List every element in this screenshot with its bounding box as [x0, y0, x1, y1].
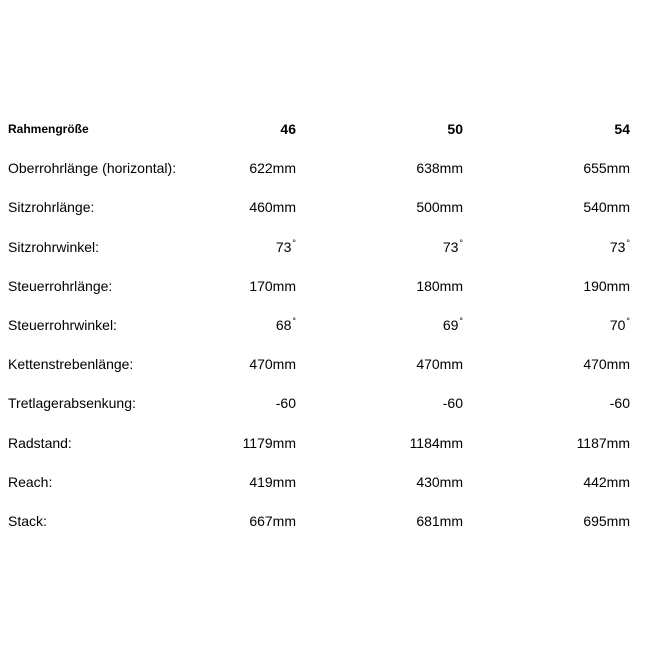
- degree-symbol: °: [459, 315, 463, 326]
- row-value: 69°: [442, 315, 463, 333]
- row-value: 170mm: [249, 277, 296, 294]
- row-value: 667mm: [249, 512, 296, 529]
- degree-symbol: °: [626, 237, 630, 248]
- row-value: 1184mm: [409, 434, 463, 451]
- row-value: 68°: [275, 315, 296, 333]
- table-row: [8, 308, 638, 347]
- row-value: 681mm: [416, 512, 463, 529]
- geometry-table: [8, 112, 638, 543]
- table-row: [8, 386, 638, 425]
- row-label: Radstand:: [8, 434, 72, 451]
- row-value: 73°: [609, 237, 630, 255]
- row-value: 638mm: [416, 160, 463, 177]
- row-value: 442mm: [583, 473, 630, 490]
- table-row: [8, 190, 638, 229]
- row-value: 655mm: [583, 160, 630, 177]
- row-label: Kettenstrebenlänge:: [8, 356, 134, 373]
- row-label: Sitzrohrlänge:: [8, 199, 95, 216]
- table-header-row: [8, 112, 638, 151]
- row-value: 622mm: [249, 160, 296, 177]
- row-value: -60: [442, 395, 463, 412]
- header-size-46: 46: [280, 121, 296, 137]
- row-label: Steuerrohrlänge:: [8, 277, 113, 294]
- table-row: [8, 465, 638, 504]
- row-label: Stack:: [8, 512, 47, 529]
- row-label: Tretlagerabsenkung:: [8, 395, 136, 412]
- row-value: 695mm: [583, 512, 630, 529]
- row-value: -60: [275, 395, 296, 412]
- row-value: 419mm: [249, 473, 296, 490]
- degree-symbol: °: [292, 237, 296, 248]
- row-value: 180mm: [416, 277, 463, 294]
- table-row: [8, 347, 638, 386]
- row-label: Reach:: [8, 473, 53, 490]
- degree-symbol: °: [459, 237, 463, 248]
- table-row: [8, 504, 638, 543]
- row-value: 470mm: [416, 356, 463, 373]
- row-value: 430mm: [416, 473, 463, 490]
- row-label: Sitzrohrwinkel:: [8, 238, 100, 255]
- header-size-54: 54: [614, 121, 630, 137]
- row-value: 1179mm: [242, 434, 296, 451]
- row-value: 73°: [442, 237, 463, 255]
- table-row: [8, 151, 638, 190]
- row-value: 460mm: [249, 199, 296, 216]
- row-value: 500mm: [416, 199, 463, 216]
- degree-symbol: °: [626, 315, 630, 326]
- table-row: [8, 230, 638, 269]
- row-value: 470mm: [583, 356, 630, 373]
- header-label: Rahmengröße: [8, 122, 89, 136]
- degree-symbol: °: [292, 315, 296, 326]
- row-value: -60: [609, 395, 630, 412]
- header-size-50: 50: [447, 121, 463, 137]
- row-value: 70°: [609, 315, 630, 333]
- row-value: 1187mm: [576, 434, 630, 451]
- row-value: 73°: [275, 237, 296, 255]
- row-label: Oberrohrlänge (horizontal):: [8, 160, 177, 177]
- row-value: 190mm: [583, 277, 630, 294]
- row-value: 540mm: [583, 199, 630, 216]
- table-row: [8, 426, 638, 465]
- row-label: Steuerrohrwinkel:: [8, 316, 117, 333]
- row-value: 470mm: [249, 356, 296, 373]
- table-row: [8, 269, 638, 308]
